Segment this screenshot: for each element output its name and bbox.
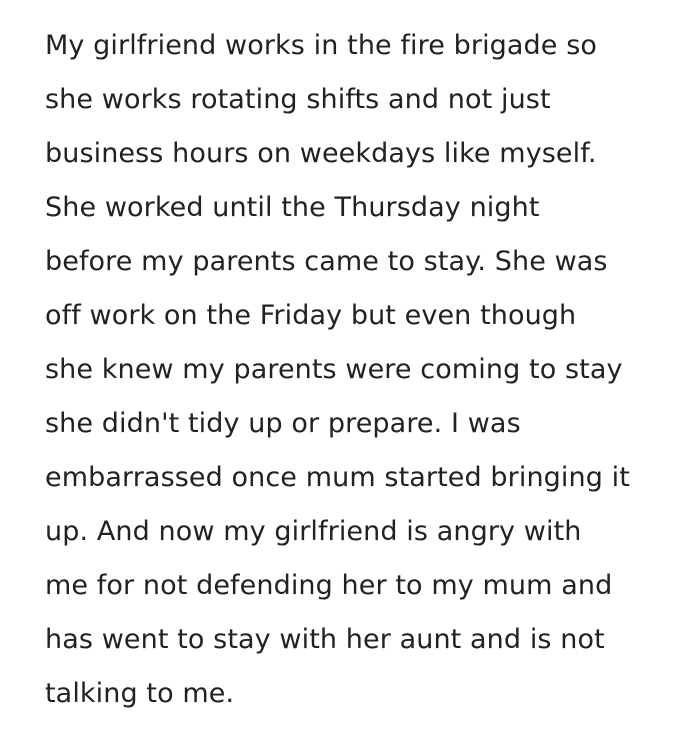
text-line: has went to stay with her aunt and is not <box>45 624 605 655</box>
text-line: before my parents came to stay. She was <box>45 246 608 277</box>
text-line: she works rotating shifts and not just <box>45 84 551 115</box>
text-line: talking to me. <box>45 678 235 709</box>
text-line: business hours on weekdays like myself. <box>45 138 597 169</box>
text-line: me for not defending her to my mum and <box>45 570 613 601</box>
text-line: embarrassed once mum started bringing it <box>45 462 630 493</box>
post-text <box>45 24 685 726</box>
text-line: She worked until the Thursday night <box>45 192 540 223</box>
text-line: My girlfriend works in the fire brigade so <box>45 30 597 61</box>
text-line: she didn't tidy up or prepare. I was <box>45 408 521 439</box>
text-line: off work on the Friday but even though <box>45 300 577 331</box>
text-line: up. And now my girlfriend is angry with <box>45 516 582 547</box>
text-line: she knew my parents were coming to stay <box>45 354 623 385</box>
